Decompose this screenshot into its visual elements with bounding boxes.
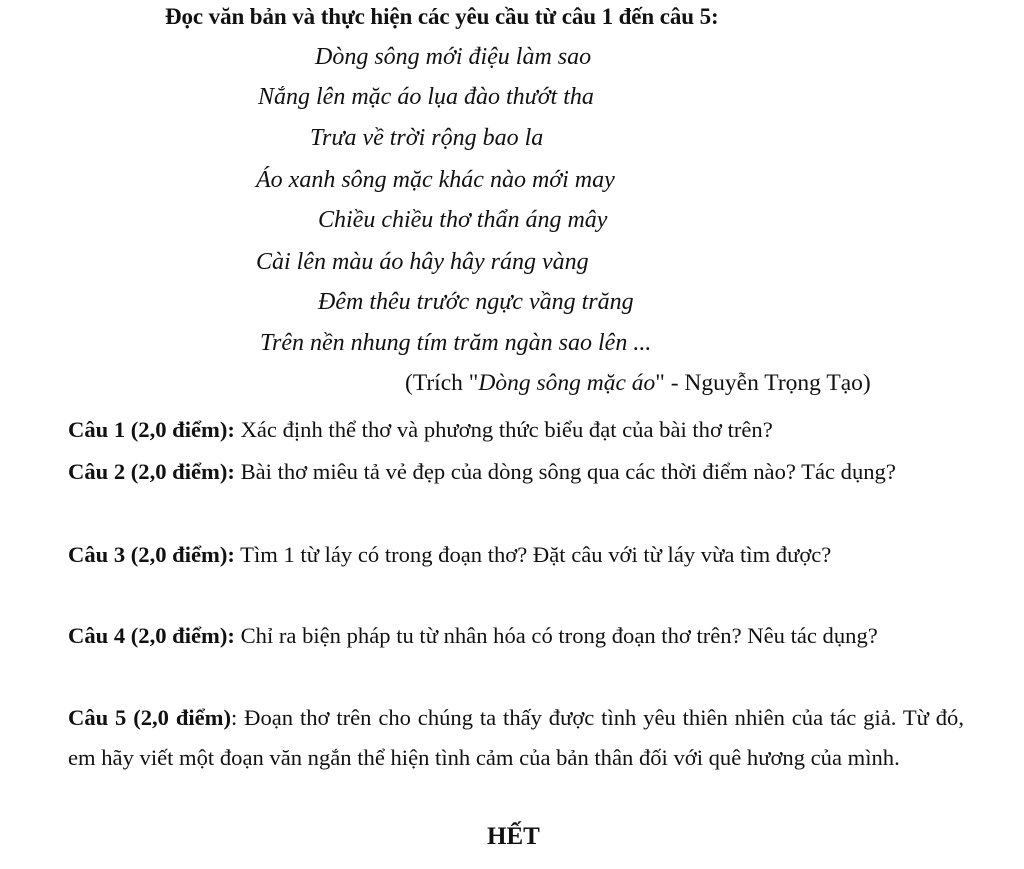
instruction-heading: Đọc văn bản và thực hiện các yêu cầu từ câu 1 đến câu 5:	[165, 4, 719, 29]
poem-line-7: Đêm thêu trước ngực vầng trăng	[318, 289, 634, 315]
question-1	[68, 410, 964, 450]
question-4	[68, 616, 964, 656]
poem-line-1: Dòng sông mới điệu làm sao	[315, 44, 592, 70]
question-1-label: Câu 1 (2,0 điểm):	[68, 417, 235, 442]
question-1-text: Xác định thể thơ và phương thức biểu đạt của bài thơ trên?	[234, 417, 773, 442]
source-prefix: (Trích "	[405, 370, 479, 396]
poem-line-6: Cài lên màu áo hây hây ráng vàng	[256, 249, 589, 275]
question-2	[68, 452, 964, 492]
poem-source	[405, 370, 871, 397]
question-4-label: Câu 4 (2,0 điểm):	[68, 623, 235, 648]
poem-line-5: Chiều chiều thơ thẩn áng mây	[318, 207, 608, 233]
source-suffix: " - Nguyễn Trọng Tạo)	[655, 370, 871, 396]
question-3-label: Câu 3 (2,0 điểm):	[68, 542, 235, 567]
poem-line-2: Nắng lên mặc áo lụa đào thướt tha	[258, 84, 594, 110]
poem-line-4: Áo xanh sông mặc khác nào mới may	[256, 167, 615, 193]
question-5-label: Câu 5 (2,0 điểm)	[68, 705, 232, 730]
source-title: Dòng sông mặc áo	[478, 370, 656, 396]
question-2-label: Câu 2 (2,0 điểm):	[68, 459, 235, 484]
poem-line-8: Trên nền nhung tím trăm ngàn sao lên ...	[260, 330, 652, 356]
end-mark: HẾT	[487, 823, 540, 850]
question-5-text: : Đoạn thơ trên cho chúng ta thấy được tình yêu thiên nhiên của tác giả. Từ đó, em hãy viết một đoạn văn ngắn thể hiện tình cảm của bản thân đối với quê hương của mình.	[68, 705, 964, 770]
question-3-text: Tìm 1 từ láy có trong đoạn thơ? Đặt câu với từ láy vừa tìm được?	[234, 542, 832, 567]
question-4-text: Chỉ ra biện pháp tu từ nhân hóa có trong đoạn thơ trên? Nêu tác dụng?	[234, 623, 878, 648]
question-3	[68, 535, 964, 575]
question-5	[68, 698, 964, 778]
question-2-text: Bài thơ miêu tả vẻ đẹp của dòng sông qua các thời điểm nào? Tác dụng?	[234, 459, 896, 484]
poem-line-3: Trưa về trời rộng bao la	[310, 125, 544, 151]
